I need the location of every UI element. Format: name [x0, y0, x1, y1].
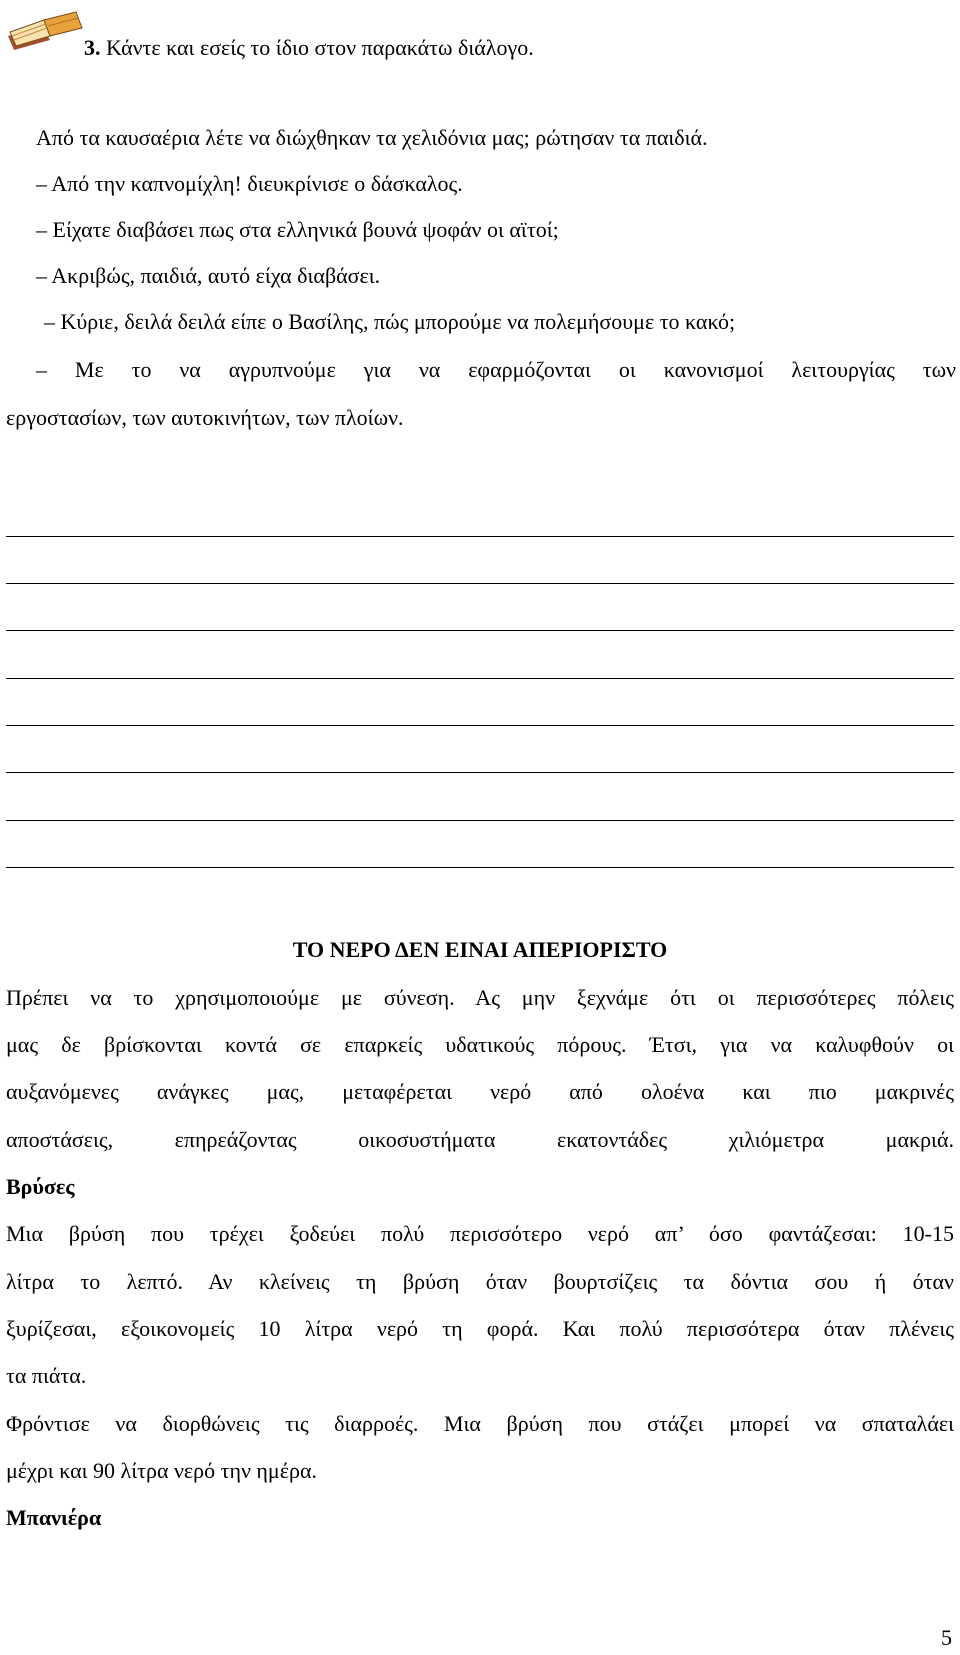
- section-heading: ΤΟ ΝΕΡΟ ΔΕΝ ΕΙΝΑΙ ΑΠΕΡΙΟΡΙΣΤΟ: [292, 937, 668, 962]
- dialogue-line: – Είχατε διαβάσει πως στα ελληνικά βουνά ψοφάν οι αϊτοί;: [36, 217, 559, 242]
- paragraph-line: ξυρίζεσαι, εξοικονομείς 10 λίτρα νερό τη φορά. Και πολύ περισσότερα όταν πλένεις: [6, 1316, 954, 1341]
- subheading-taps: Βρύσες: [6, 1174, 75, 1199]
- answer-line[interactable]: [6, 536, 954, 537]
- paragraph-line: αυξανόμενες ανάγκες μας, μεταφέρεται νερό από ολοένα και πιο μακρινές: [6, 1079, 954, 1104]
- answer-line[interactable]: [6, 583, 954, 584]
- dialogue-line: – Από την καπνομίχλη! διευκρίνισε ο δάσκαλος.: [36, 171, 463, 196]
- subheading-bathtub: Μπανιέρα: [6, 1505, 102, 1530]
- paragraph-line: λίτρα το λεπτό. Αν κλείνεις τη βρύση όταν βουρτσίζεις τα δόντια σου ή όταν: [6, 1269, 954, 1294]
- answer-line[interactable]: [6, 867, 954, 868]
- dialogue-line: εργοστασίων, των αυτοκινήτων, των πλοίων.: [6, 405, 404, 430]
- dialogue-line: – Ακριβώς, παιδιά, αυτό είχα διαβάσει.: [36, 263, 381, 288]
- paragraph-line: αποστάσεις, επηρεάζοντας οικοσυστήματα εκατοντάδες χιλιόμετρα μακριά.: [6, 1127, 954, 1152]
- paragraph-line: μας δε βρίσκονται κοντά σε επαρκείς υδατικούς πόρους. Έτσι, για να καλυφθούν οι: [6, 1032, 954, 1057]
- page-number: 5: [941, 1625, 952, 1650]
- exercise-instruction: Κάντε και εσείς το ίδιο στον παρακάτω διάλογο.: [106, 35, 534, 60]
- open-book-icon: [4, 6, 86, 50]
- dialogue-line: – Κύριε, δειλά δειλά είπε ο Βασίλης, πώς μπορούμε να πολεμήσουμε το κακό;: [44, 309, 736, 334]
- paragraph-line: μέχρι και 90 λίτρα νερό την ημέρα.: [6, 1458, 317, 1483]
- dialogue-line: – Με το να αγρυπνούμε για να εφαρμόζονται οι κανονισμοί λειτουργίας των: [36, 357, 956, 382]
- paragraph-line: Μια βρύση που τρέχει ξοδεύει πολύ περισσότερο νερό απ’ όσο φαντάζεσαι: 10-15: [6, 1221, 954, 1246]
- answer-line[interactable]: [6, 678, 954, 679]
- paragraph-line: Πρέπει να το χρησιμοποιούμε με σύνεση. Ας μην ξεχνάμε ότι οι περισσότερες πόλεις: [6, 985, 954, 1010]
- paragraph-line: Φρόντισε να διορθώνεις τις διαρροές. Μια βρύση που στάζει μπορεί να σπαταλάει: [6, 1411, 954, 1436]
- exercise-title: [84, 34, 534, 62]
- paragraph-line: τα πιάτα.: [6, 1363, 87, 1388]
- answer-line[interactable]: [6, 725, 954, 726]
- answer-line[interactable]: [6, 630, 954, 631]
- exercise-number: 3.: [84, 35, 101, 60]
- answer-line[interactable]: [6, 820, 954, 821]
- dialogue-line: Από τα καυσαέρια λέτε να διώχθηκαν τα χελιδόνια μας; ρώτησαν τα παιδιά.: [36, 125, 708, 150]
- answer-line[interactable]: [6, 772, 954, 773]
